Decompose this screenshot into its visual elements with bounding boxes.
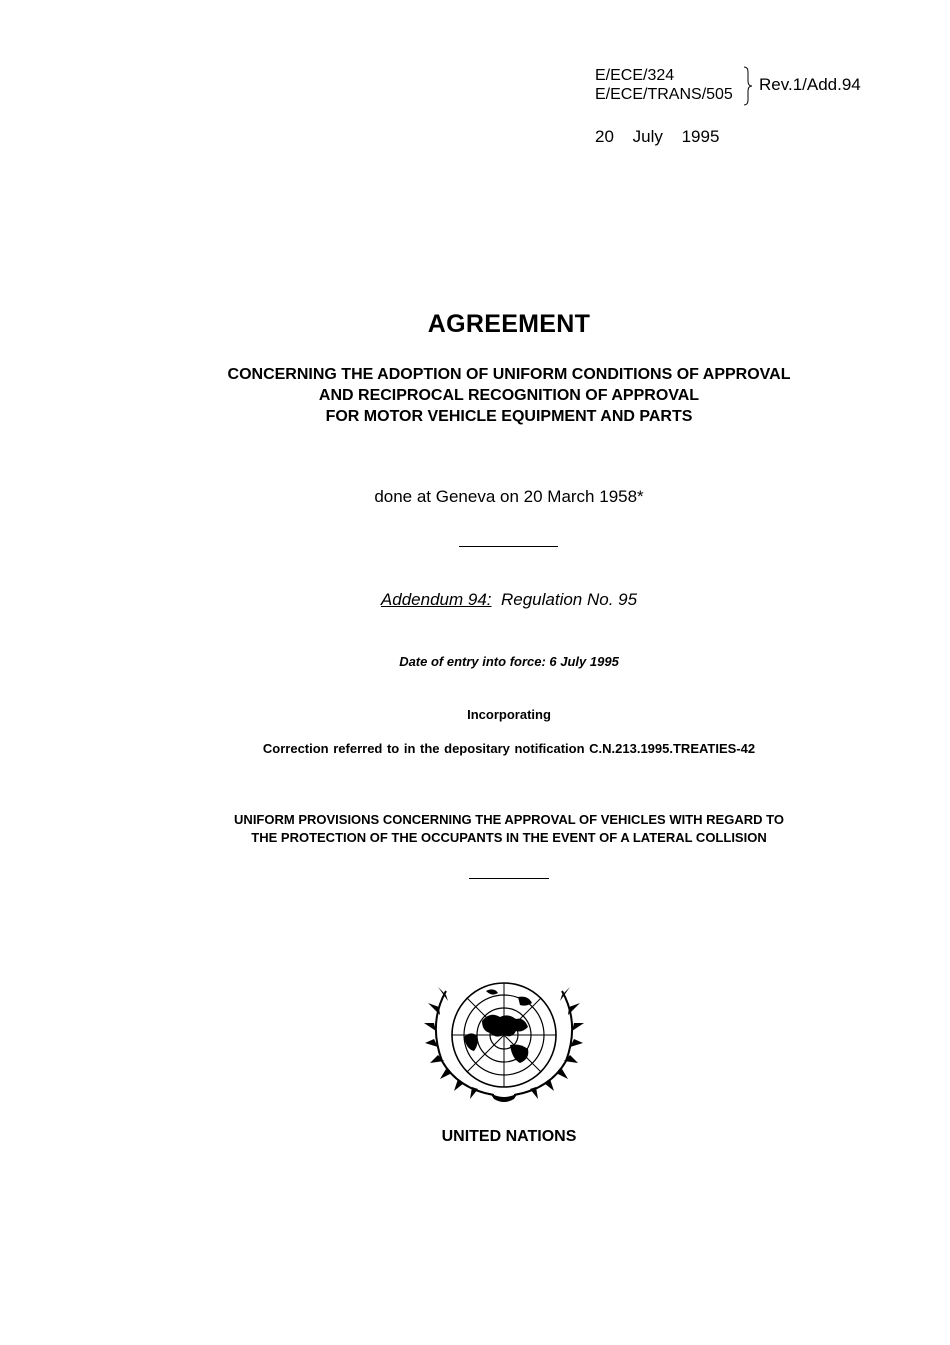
divider bbox=[459, 546, 558, 547]
regulation-number: Regulation No. 95 bbox=[500, 590, 638, 609]
brace-icon bbox=[741, 66, 755, 106]
addendum-line bbox=[0, 590, 950, 610]
document-date: 20 July 1995 bbox=[595, 127, 720, 146]
uniform-provisions bbox=[0, 811, 950, 847]
symbol-line-2: E/ECE/TRANS/505 bbox=[595, 86, 733, 103]
agreement-subtitle bbox=[0, 364, 950, 427]
divider bbox=[469, 878, 549, 879]
subtitle-line: AND RECIPROCAL RECOGNITION OF APPROVAL bbox=[318, 387, 700, 404]
incorporating-label: Incorporating bbox=[467, 707, 551, 722]
agreement-title: AGREEMENT bbox=[427, 310, 591, 338]
subtitle-line: FOR MOTOR VEHICLE EQUIPMENT AND PARTS bbox=[325, 408, 693, 425]
addendum-label: Addendum 94: bbox=[380, 590, 492, 609]
provisions-line: THE PROTECTION OF THE OCCUPANTS IN THE EVENT OF A LATERAL COLLISION bbox=[251, 830, 767, 845]
revision-label: Rev.1/Add.94 bbox=[759, 75, 861, 94]
document-symbols bbox=[595, 66, 733, 104]
subtitle-line: CONCERNING THE ADOPTION OF UNIFORM CONDITIONS OF APPROVAL bbox=[227, 366, 791, 383]
provisions-line: UNIFORM PROVISIONS CONCERNING THE APPROVAL OF VEHICLES WITH REGARD TO bbox=[234, 812, 784, 827]
symbol-line-1: E/ECE/324 bbox=[595, 67, 675, 84]
done-at-geneva: done at Geneva on 20 March 1958* bbox=[374, 487, 644, 506]
entry-into-force: Date of entry into force: 6 July 1995 bbox=[399, 654, 619, 669]
correction-note: Correction referred to in the depositary notification C.N.213.1995.TREATIES-42 bbox=[262, 741, 756, 756]
organization-name: UNITED NATIONS bbox=[441, 1128, 577, 1145]
un-emblem-icon bbox=[424, 973, 584, 1108]
